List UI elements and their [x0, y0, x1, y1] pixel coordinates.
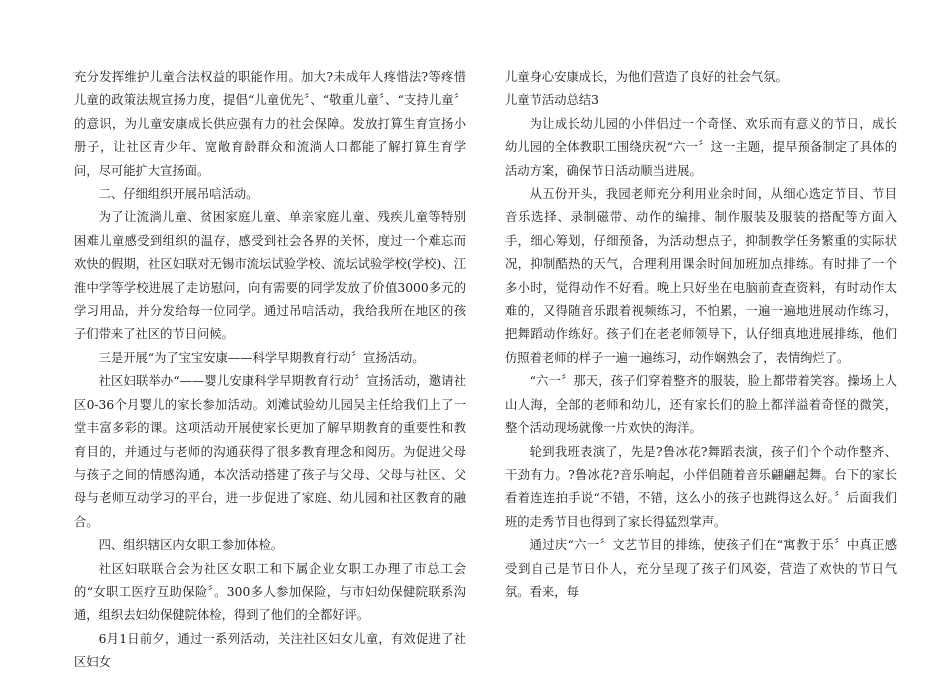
paragraph: 社区妇联联合会为社区女职工和下属企业女职工办理了市总工会的“女职工医疗互助保险〞。300多人参加保险，与市妇幼保健院联系沟通，组织去妇幼保健院体检，得到了他们的全都好评。	[74, 561, 466, 623]
left-text-column	[74, 66, 466, 675]
paragraph: 轮到我班表演了，先是?鲁冰花?舞蹈表演，孩子们个个动作整齐、干劲有力。?鲁冰花?音乐响起，小伴侣随着音乐翩翩起舞。台下的家长看着连连拍手说“不错，不错，这么小的孩子也跳得这么好。〞后面我们班的走秀节目也得到了家长得猛烈掌声。	[505, 444, 897, 529]
paragraph: 儿童身心安康成长，为他们营造了良好的社会气氛。	[505, 70, 788, 84]
paragraph: 为了让流淌儿童、贫困家庭儿童、单亲家庭儿童、残疾儿童等特别困难儿童感受到组织的温存，感受到社会各界的关怀，度过一个难忘而欢快的假期，社区妇联对无锡市流坛试验学校、流坛试验学校(学校)、江淮中学等学校进展了走访慰问，向有需要的同学发放了价值3000多元的学习用品，并分发给每一位同学。通过吊唁活动，我给我所在地区的孩子们带来了社区的节日问候。	[74, 210, 466, 342]
paragraph: 充分发挥维护儿童合法权益的职能作用。加大?未成年人疼惜法?等疼惜儿童的政策法规宣扬力度，提倡“儿童优先〞、“敬重儿童〞、“支持儿童〞的意识，为儿童安康成长供应强有力的社会保障。发放打算生育宣扬小册子，让社区青少年、宽敞育龄群众和流淌人口都能了解打算生育学问，尽可能扩大宣扬面。	[74, 70, 466, 178]
paragraph: 从五份开头，我园老师充分利用业余时间，从细心选定节目、节目音乐选择、录制磁带、动作的编排、制作服装及服装的搭配等方面入手，细心筹划，仔细预备，为活动想点子，抑制教学任务繁重的实际状况，抑制酷热的天气，合理利用课余时间加班加点排练。有时排了一个多小时，觉得动作不好看。晚上只好坐在电脑前查查资料，有时动作太难的，又得随音乐跟着视频练习，不怕累，一遍一遍地进展动作练习，把舞蹈动作练好。孩子们在老老师领导下，认仔细真地进展排练，他们仿照着老师的样子一遍一遍练习，动作娴熟会了，表情绚烂了。	[505, 187, 897, 365]
paragraph: 通过庆“六一〞文艺节目的排练，使孩子们在“寓教于乐〞中真正感受到自己是节日仆人，充分呈现了孩子们风姿，营造了欢快的节日气氛。看来，每	[505, 538, 897, 599]
paragraph: “六一〞那天，孩子们穿着整齐的服装，脸上都带着笑容。操场上人山人海，全部的老师和幼儿，还有家长们的脸上都洋溢着奇怪的微笑，整个活动现场就像一片欢快的海洋。	[505, 374, 897, 436]
paragraph: 6月1日前夕，通过一系列活动，关注社区妇女儿童，有效促进了社区妇女	[74, 631, 466, 670]
right-text-column	[505, 66, 897, 604]
paragraph: 三是开展“为了宝宝安康——科学早期教育行动〞宣扬活动。	[98, 350, 425, 365]
paragraph: 四、组织辖区内女职工参加体检。	[98, 538, 284, 553]
paragraph: 二、仔细组织开展吊唁活动。	[98, 187, 259, 202]
paragraph: 为让成长幼儿园的小伴侣过一个奇怪、欢乐而有意义的节日，成长幼儿园的全体教职工围绕庆祝“六一〞这一主题，提早预备制定了具体的活动方案，确保节日活动顺当进展。	[505, 116, 897, 178]
paragraph: 社区妇联举办“——婴儿安康科学早期教育行动〞宣扬活动，邀请社区0-36个月婴儿的家长参加活动。刘滩试验幼儿园吴主任给我们上了一堂丰富多彩的课。这项活动开展使家长更加了解早期教育的重要性和教育目的，并通过与老师的沟通获得了很多教育理念和阅历。为促进父母与孩子之间的情感沟通，本次活动搭建了孩子与父母、父母与社区、父母与老师互动学习的平台，进一步促进了家庭、幼儿园和社区教育的融合。	[74, 374, 466, 529]
paragraph: 儿童节活动总结3	[505, 93, 599, 108]
